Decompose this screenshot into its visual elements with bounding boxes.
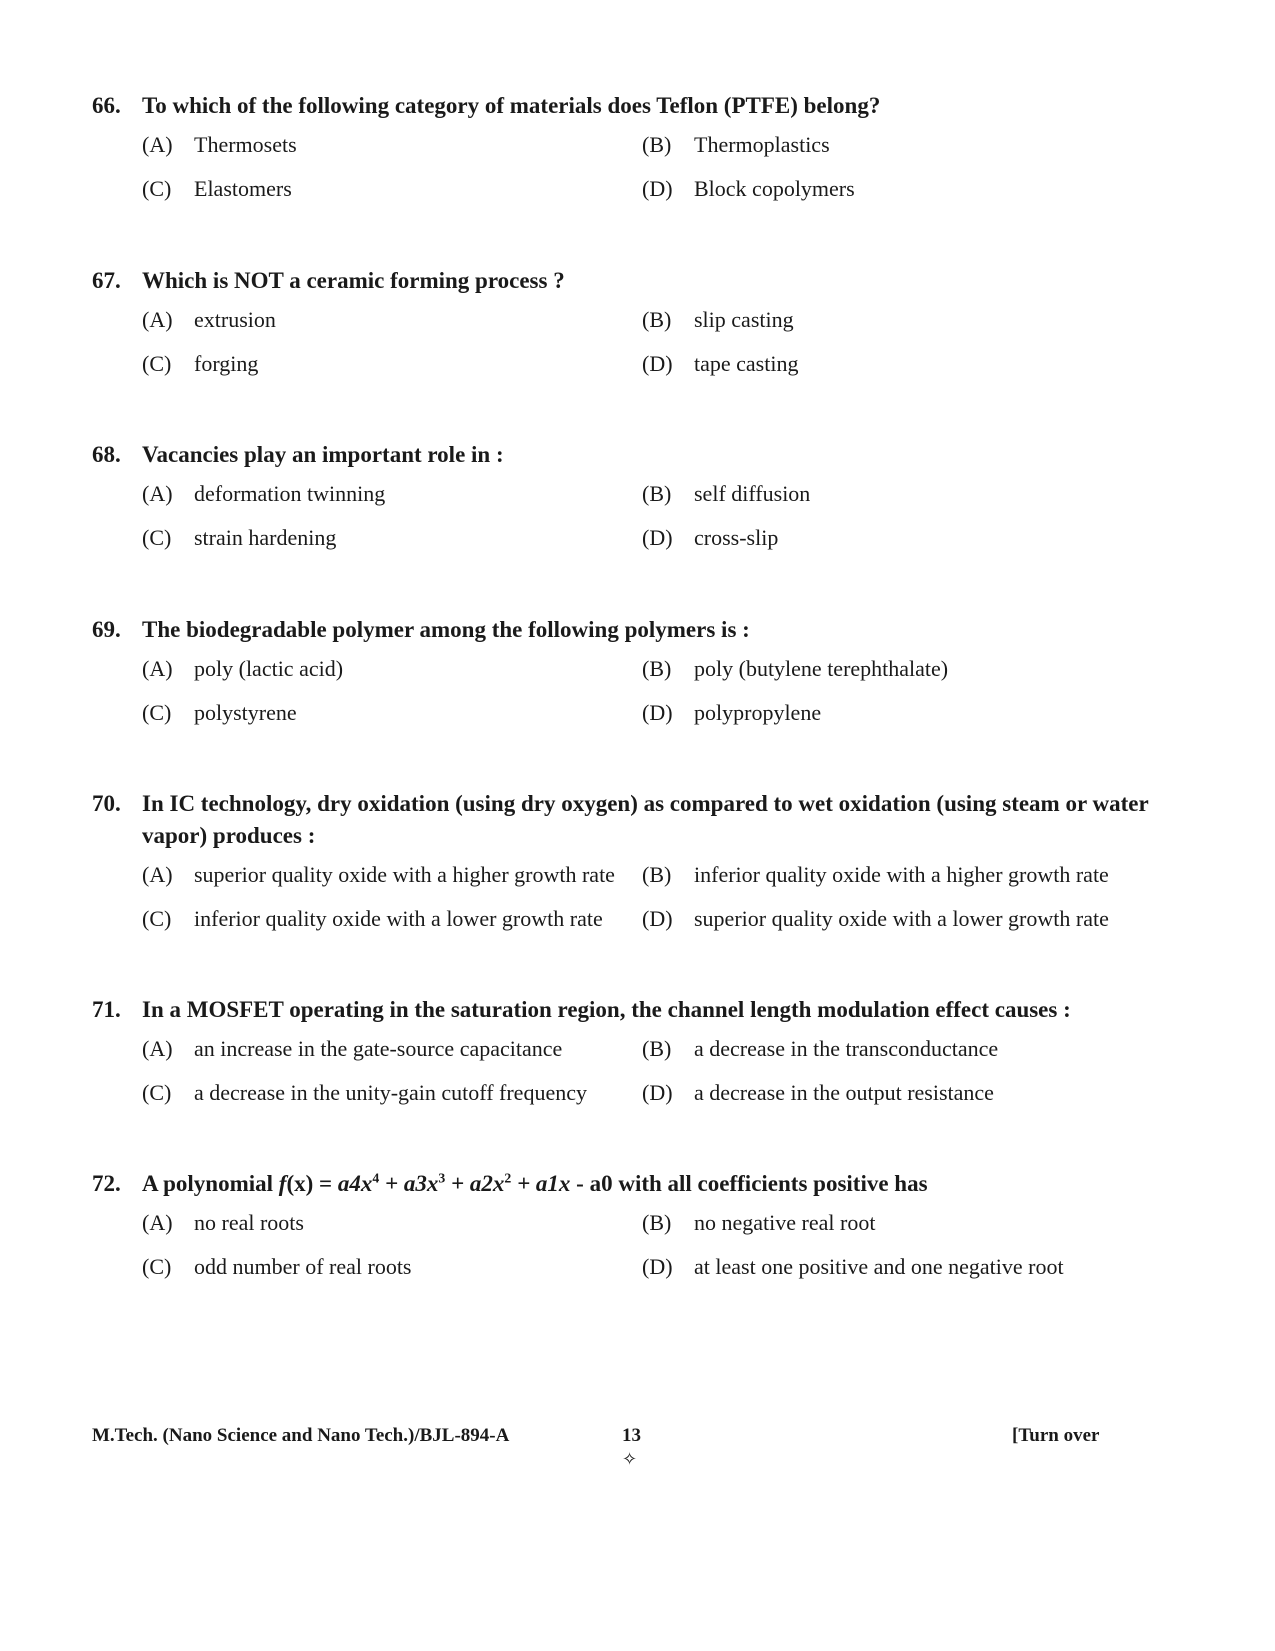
option-b xyxy=(642,1208,1162,1238)
option-text: deformation twinning xyxy=(194,481,386,506)
option-text: inferior quality oxide with a higher growth rate xyxy=(694,862,1109,887)
option-label: (B) xyxy=(642,862,672,887)
option-label: (A) xyxy=(142,656,173,681)
math-term-2: + a3x xyxy=(379,1171,439,1196)
option-c xyxy=(142,174,642,204)
question-text: In a MOSFET operating in the saturation region, the channel length modulation effect causes : xyxy=(142,997,1071,1022)
question-number: 71. xyxy=(92,997,121,1022)
option-a xyxy=(142,479,642,509)
question-text: In IC technology, dry oxidation (using dry oxygen) as compared to wet oxidation (using steam or water vapor) produces : xyxy=(142,791,1149,848)
option-d xyxy=(642,523,1162,553)
option-d xyxy=(642,349,1162,379)
option-a xyxy=(142,860,642,890)
option-label: (D) xyxy=(642,700,673,725)
option-label: (B) xyxy=(642,1210,672,1235)
option-label: (D) xyxy=(642,176,673,201)
option-text: forging xyxy=(194,351,259,376)
question-68 xyxy=(92,439,1192,553)
option-c xyxy=(142,349,642,379)
option-b xyxy=(642,860,1162,890)
options xyxy=(142,305,1192,379)
question-text: Which is NOT a ceramic forming process ? xyxy=(142,268,565,293)
question-number: 67. xyxy=(92,268,121,293)
option-text: poly (butylene terephthalate) xyxy=(694,656,949,681)
option-text: an increase in the gate-source capacitance xyxy=(194,1036,563,1061)
option-text: no real roots xyxy=(194,1210,304,1235)
option-label: (D) xyxy=(642,525,673,550)
option-label: (C) xyxy=(142,1254,172,1279)
option-text: inferior quality oxide with a lower growth rate xyxy=(194,906,603,931)
question-number: 66. xyxy=(92,93,121,118)
question-number: 69. xyxy=(92,617,121,642)
option-b xyxy=(642,130,1162,160)
question-text-suffix: - a0 with all coefficients positive has xyxy=(570,1171,928,1196)
math-lhs: (x) = xyxy=(286,1171,338,1196)
option-text: self diffusion xyxy=(694,481,811,506)
option-text: extrusion xyxy=(194,307,276,332)
option-text: a decrease in the transconductance xyxy=(694,1036,999,1061)
option-label: (A) xyxy=(142,1210,173,1235)
question-text: The biodegradable polymer among the following polymers is : xyxy=(142,617,750,642)
option-text: a decrease in the unity-gain cutoff frequency xyxy=(194,1080,587,1105)
option-a xyxy=(142,1034,642,1064)
option-c xyxy=(142,698,642,728)
option-c xyxy=(142,523,642,553)
option-text: strain hardening xyxy=(194,525,337,550)
option-b xyxy=(642,305,1162,335)
options xyxy=(142,130,1192,204)
question-71 xyxy=(92,994,1192,1108)
math-term-3: + a2x xyxy=(445,1171,505,1196)
math-exponent-3: 2 xyxy=(504,1170,512,1186)
question-text: To which of the following category of materials does Teflon (PTFE) belong? xyxy=(142,93,881,118)
option-b xyxy=(642,479,1162,509)
question-number: 72. xyxy=(92,1171,121,1196)
options xyxy=(142,479,1192,553)
option-label: (C) xyxy=(142,525,172,550)
option-label: (A) xyxy=(142,862,173,887)
option-text: Thermosets xyxy=(194,132,297,157)
option-label: (B) xyxy=(642,1036,672,1061)
option-label: (A) xyxy=(142,1036,173,1061)
question-text: Vacancies play an important role in : xyxy=(142,442,504,467)
question-number: 70. xyxy=(92,791,121,816)
math-exponent-1: 4 xyxy=(372,1170,380,1186)
option-c xyxy=(142,1078,642,1108)
option-label: (A) xyxy=(142,132,173,157)
options xyxy=(142,860,1192,934)
option-label: (C) xyxy=(142,176,172,201)
option-label: (C) xyxy=(142,1080,172,1105)
option-label: (D) xyxy=(642,1254,673,1279)
question-text xyxy=(142,1168,1192,1200)
math-term-1: a4x xyxy=(337,1171,373,1196)
option-label: (B) xyxy=(642,481,672,506)
option-b xyxy=(642,1034,1162,1064)
option-label: (B) xyxy=(642,307,672,332)
math-function-f: f xyxy=(278,1171,287,1196)
option-text: cross-slip xyxy=(694,525,779,550)
option-text: odd number of real roots xyxy=(194,1254,412,1279)
option-a xyxy=(142,305,642,335)
option-label: (C) xyxy=(142,700,172,725)
option-text: tape casting xyxy=(694,351,799,376)
option-text: Thermoplastics xyxy=(694,132,830,157)
option-text: no negative real root xyxy=(694,1210,876,1235)
turn-over-note: [Turn over xyxy=(1012,1425,1100,1446)
option-text: a decrease in the output resistance xyxy=(694,1080,994,1105)
option-label: (A) xyxy=(142,481,173,506)
question-70 xyxy=(92,788,1192,934)
option-label: (C) xyxy=(142,351,172,376)
option-text: at least one positive and one negative root xyxy=(694,1254,1064,1279)
option-d xyxy=(642,1078,1162,1108)
math-exponent-2: 3 xyxy=(438,1170,446,1186)
option-label: (D) xyxy=(642,906,673,931)
option-a xyxy=(142,130,642,160)
option-text: slip casting xyxy=(694,307,794,332)
question-69 xyxy=(92,614,1192,728)
options xyxy=(142,1208,1192,1282)
question-text-prefix: A polynomial xyxy=(142,1171,279,1196)
exam-code: M.Tech. (Nano Science and Nano Tech.)/BJL-894-A xyxy=(92,1425,510,1446)
options xyxy=(142,1034,1192,1108)
question-72 xyxy=(92,1168,1192,1282)
option-text: Block copolymers xyxy=(694,176,855,201)
question-number: 68. xyxy=(92,442,121,467)
option-d xyxy=(642,1252,1162,1282)
option-text: polypropylene xyxy=(694,700,822,725)
option-text: polystyrene xyxy=(194,700,297,725)
page-number: 13 xyxy=(622,1425,641,1446)
option-text: superior quality oxide with a higher growth rate xyxy=(194,862,615,887)
option-label: (A) xyxy=(142,307,173,332)
question-66 xyxy=(92,90,1192,204)
option-a xyxy=(142,1208,642,1238)
option-d xyxy=(642,904,1162,934)
option-text: Elastomers xyxy=(194,176,292,201)
option-c xyxy=(142,1252,642,1282)
option-text: poly (lactic acid) xyxy=(194,656,344,681)
option-c xyxy=(142,904,642,934)
option-label: (D) xyxy=(642,1080,673,1105)
options xyxy=(142,654,1192,728)
option-d xyxy=(642,174,1162,204)
option-label: (B) xyxy=(642,656,672,681)
question-67 xyxy=(92,265,1192,379)
math-term-4: + a1x xyxy=(511,1171,571,1196)
option-label: (B) xyxy=(642,132,672,157)
option-b xyxy=(642,654,1162,684)
option-label: (C) xyxy=(142,906,172,931)
option-text: superior quality oxide with a lower growth rate xyxy=(694,906,1109,931)
star-ornament-icon: ✧ xyxy=(622,1449,638,1469)
option-d xyxy=(642,698,1162,728)
option-a xyxy=(142,654,642,684)
option-label: (D) xyxy=(642,351,673,376)
